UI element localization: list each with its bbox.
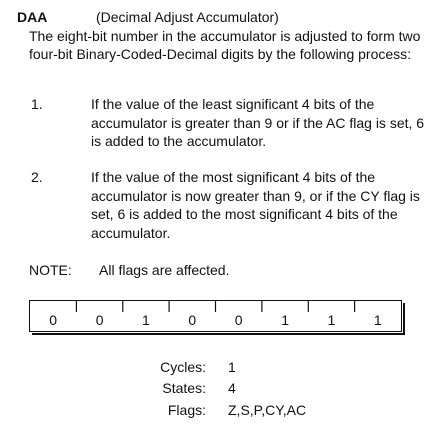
flags-value: Z,S,P,CY,AC bbox=[228, 402, 307, 418]
flags-label: Flags: bbox=[167, 402, 206, 418]
step-text: If the value of the most significant 4 bits of the accumulator is now greater than 9, or if the CY flag is set, 6 is added to the most significant 4 bits of the accumulator. bbox=[91, 169, 420, 241]
opcode-bit-register bbox=[29, 300, 402, 332]
states-label: States: bbox=[162, 380, 206, 396]
process-step-1 bbox=[31, 95, 431, 151]
flags-row bbox=[140, 402, 306, 418]
opcode-bit-2: 1 bbox=[142, 312, 150, 328]
opcode-bit-7: 1 bbox=[373, 312, 382, 328]
instruction-description: The eight-bit number in the accumulator is adjusted to form two four-bit Binary-Coded-Decimal digits by the following process: bbox=[29, 28, 421, 62]
cycles-label: Cycles: bbox=[160, 359, 206, 375]
note bbox=[29, 262, 229, 278]
note-label: NOTE: bbox=[29, 262, 72, 278]
cycles-row bbox=[140, 359, 236, 375]
note-text: All flags are affected. bbox=[99, 262, 230, 278]
opcode-bit-1: 0 bbox=[95, 312, 104, 328]
step-number: 1. bbox=[31, 96, 43, 112]
instruction-full-name: (Decimal Adjust Accumulator) bbox=[96, 9, 279, 25]
opcode-bit-4: 0 bbox=[234, 312, 243, 328]
cycles-value: 1 bbox=[228, 359, 236, 375]
opcode-bit-diagram bbox=[30, 301, 401, 331]
opcode-bit-0: 0 bbox=[49, 312, 58, 328]
opcode-bit-5: 1 bbox=[281, 312, 289, 328]
process-step-2 bbox=[31, 168, 431, 242]
step-number: 2. bbox=[31, 169, 43, 185]
opcode-bit-3: 0 bbox=[188, 312, 197, 328]
step-text: If the value of the least significant 4 bits of the accumulator is greater than 9 or if the AC flag is set, 6 is added to the accumulator. bbox=[91, 96, 425, 149]
opcode-bit-6: 1 bbox=[327, 312, 336, 328]
states-row bbox=[140, 380, 236, 396]
states-value: 4 bbox=[228, 380, 236, 396]
instruction-mnemonic: DAA bbox=[17, 9, 48, 25]
